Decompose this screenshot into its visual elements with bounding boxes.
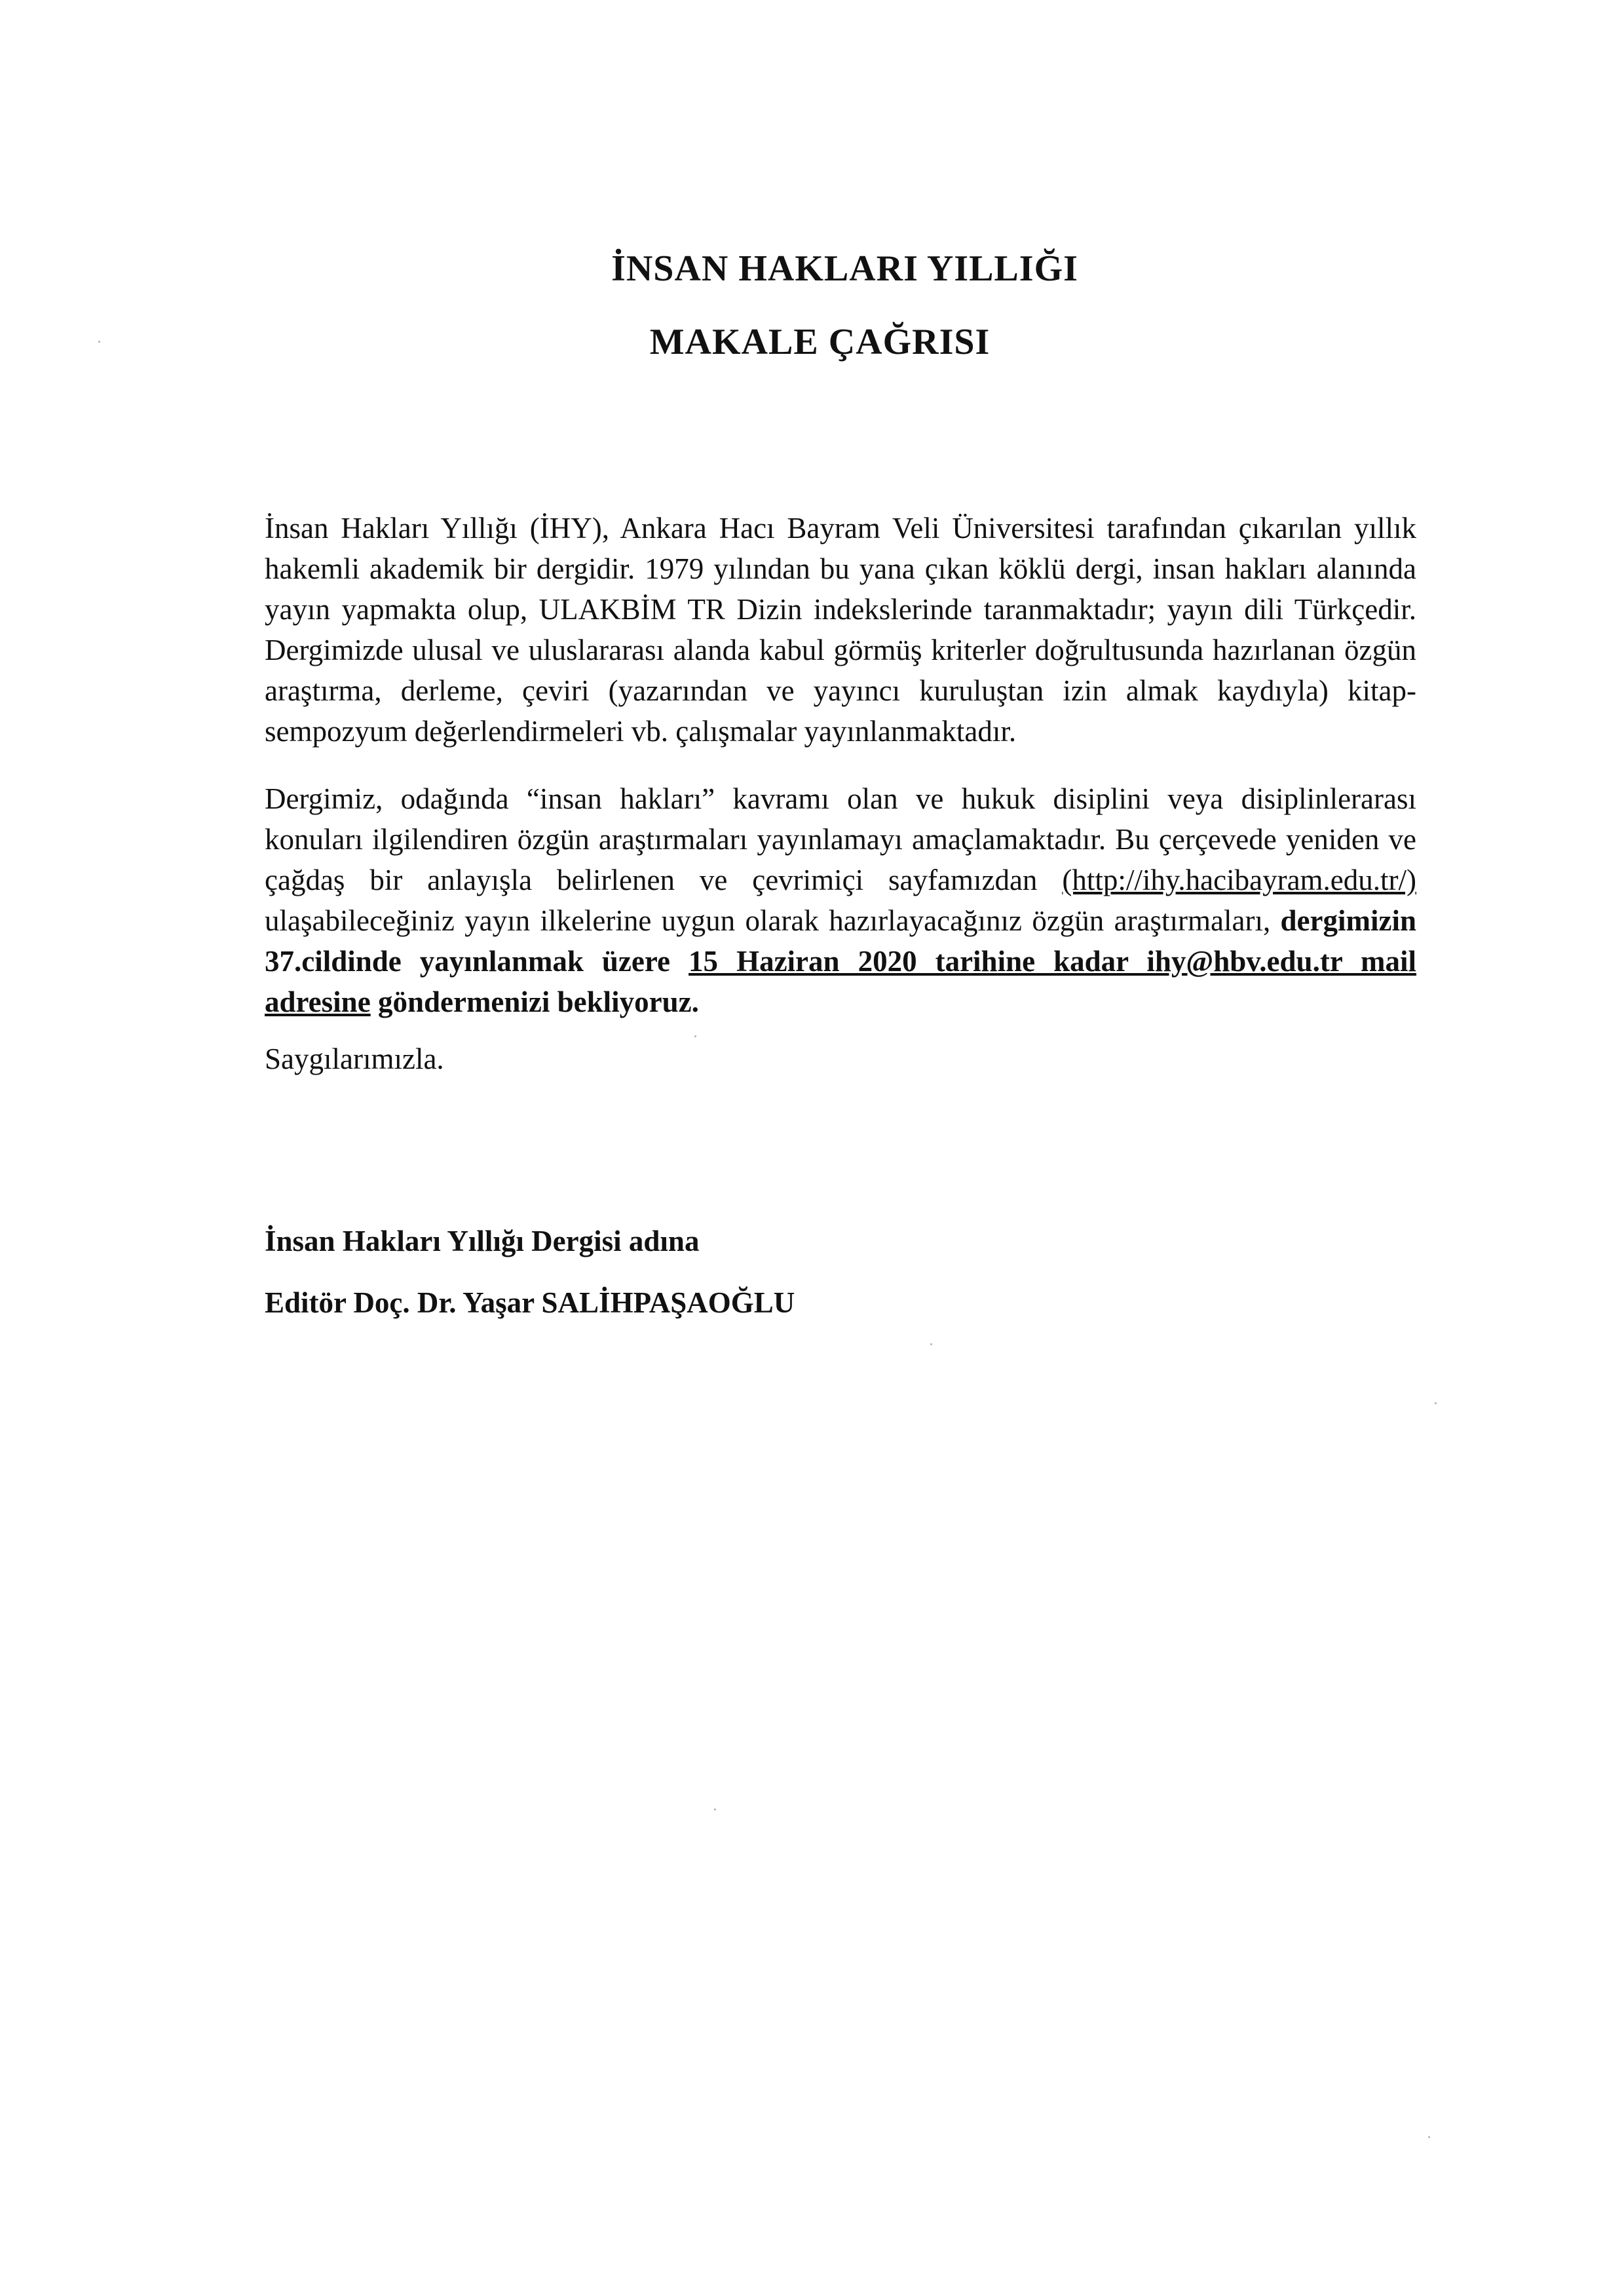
call-paragraph — [265, 778, 1416, 1022]
signature-organization: İnsan Hakları Yıllığı Dergisi adına — [265, 1225, 700, 1257]
call-title: MAKALE ÇAĞRISI — [649, 322, 991, 362]
intro-paragraph — [265, 508, 1416, 752]
call-text-part2: ulaşabileceğiniz yayın ilkelerine uygun olarak hazırlayacağınız özgün araştırmaları, — [265, 904, 1281, 937]
scan-speck — [1435, 1402, 1437, 1404]
scan-speck — [694, 1035, 696, 1037]
signature-editor: Editör Doç. Dr. Yaşar SALİHPAŞAOĞLU — [265, 1286, 795, 1319]
deadline-email-text: 15 Haziran 2020 tarihine kadar ihy@hbv.edu.tr mail adresine — [265, 945, 1416, 1018]
call-text-part1: Dergimiz, odağında “insan hakları” kavramı olan ve hukuk disiplini veya disiplinlerarası konuları ilgilendiren özgün araştırmaları yayınlamayı amaçlamaktadır. Bu çerçevede yeniden ve çağdaş bir anlayışla belirlenen ve çevrimiçi sayfamızdan — [265, 782, 1416, 896]
scan-speck — [1428, 2136, 1430, 2138]
scan-speck — [98, 341, 100, 343]
scan-speck — [714, 1808, 716, 1810]
intro-paragraph-text: İnsan Hakları Yıllığı (İHY), Ankara Hacı Bayram Veli Üniversitesi tarafından çıkarılan yıllık hakemli akademik bir dergidir. 1979 yılından bu yana çıkan köklü dergi, insan hakları alanında yayın yapmakta olup, ULAKBİM TR Dizin indekslerinde taranmaktadır; yayın dili Türkçedir. Dergimizde ulusal ve uluslararası alanda kabul görmüş kriterler doğrultusunda hazırlanan özgün araştırma, derleme, çeviri (yazarından ve yayıncı kuruluştan izin almak kaydıyla) kitap-sempozyum değerlendirmeleri vb. çalışmalar yayınlanmaktadır. — [265, 512, 1416, 748]
journal-title: İNSAN HAKLARI YILLIĞI — [611, 248, 1078, 289]
scan-speck — [930, 1343, 932, 1345]
closing-greeting: Saygılarımızla. — [265, 1043, 444, 1075]
call-bold-text-2: göndermenizi bekliyoruz. — [370, 985, 699, 1018]
call-bold-text-1: dergimizin 37.cildinde yayınlanmak üzere — [265, 904, 1416, 978]
website-link[interactable]: (http://ihy.hacibayram.edu.tr/) — [1062, 864, 1416, 896]
